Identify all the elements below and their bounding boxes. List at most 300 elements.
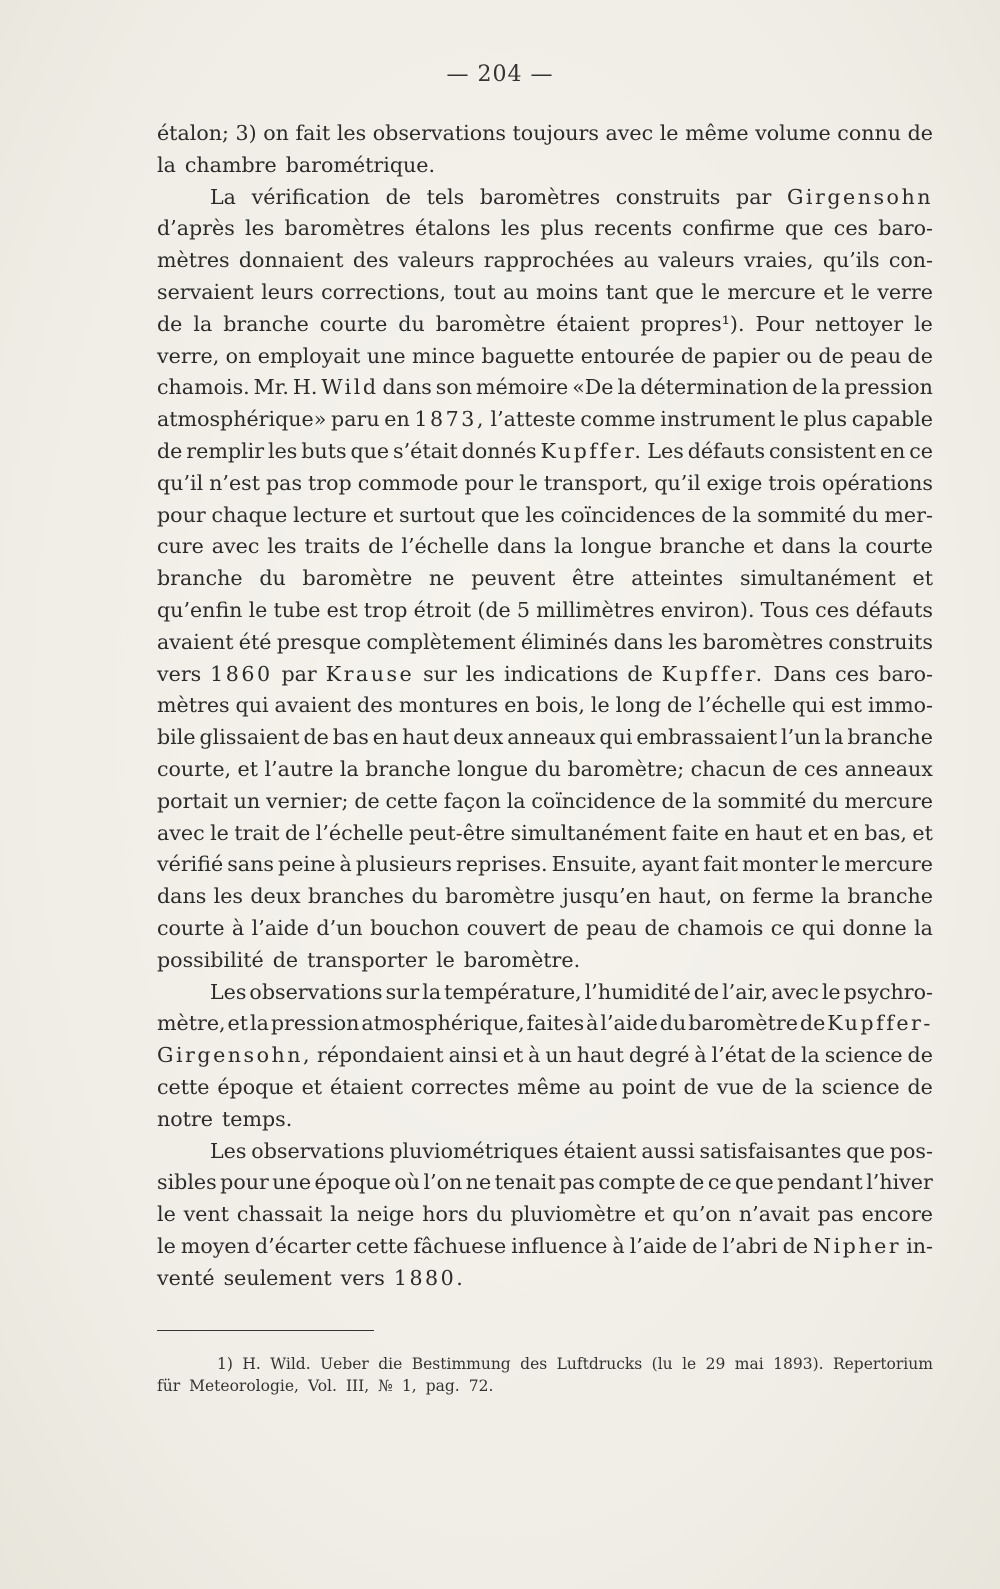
word: et — [644, 1202, 665, 1227]
word: de — [667, 693, 693, 718]
word: être — [572, 566, 615, 591]
word: courte — [865, 534, 933, 559]
word: peut-être — [408, 820, 506, 845]
word: chamois. — [157, 375, 250, 400]
word: Wild. — [270, 1355, 311, 1373]
text-line — [157, 1072, 933, 1104]
word: la — [732, 502, 752, 527]
word: baro- — [878, 661, 933, 686]
text-line — [157, 945, 933, 977]
word: l’un — [781, 725, 821, 750]
word: la — [794, 1074, 814, 1099]
word: vérifié — [157, 852, 224, 877]
word: baromètre — [445, 884, 555, 909]
word: baromètres — [284, 216, 405, 241]
word: ayant — [641, 852, 700, 877]
word: la — [617, 375, 637, 400]
word: de — [782, 1233, 808, 1258]
word: qui — [791, 693, 825, 718]
word: ferme — [752, 884, 814, 909]
word: n’est — [209, 470, 260, 495]
word: longue — [457, 756, 529, 781]
word: Ueber — [320, 1355, 369, 1373]
word: avec — [771, 979, 819, 1004]
word: ce — [707, 1170, 732, 1195]
word: temps. — [221, 1106, 293, 1131]
word: peuvent — [471, 566, 556, 591]
word: et — [227, 1011, 249, 1036]
word: les — [213, 884, 243, 909]
word: construits — [615, 184, 721, 209]
word: à — [612, 1233, 625, 1258]
word: est — [326, 597, 358, 622]
word: et — [502, 1043, 524, 1068]
word: degré — [628, 1043, 690, 1068]
word: consistent — [769, 438, 876, 463]
word: des — [357, 693, 393, 718]
text-line — [157, 150, 933, 182]
word: coïncidence — [531, 788, 656, 813]
word: bois, — [535, 693, 585, 718]
word: observations — [251, 1138, 385, 1163]
word: n’avait — [738, 1202, 810, 1227]
word: et — [372, 502, 394, 527]
word: satisfaisantes — [699, 1138, 842, 1163]
word: jusqu’en — [562, 884, 652, 909]
word: des — [352, 248, 389, 273]
word: les — [668, 629, 698, 654]
word: possibilité — [157, 947, 264, 972]
word: 1860 — [210, 661, 273, 686]
text-line — [157, 977, 933, 1009]
word: l’atteste — [490, 407, 576, 432]
text-line — [157, 468, 933, 500]
word: die — [378, 1355, 403, 1373]
word: plus — [803, 407, 848, 432]
word: et — [237, 756, 258, 781]
word: le — [821, 979, 841, 1004]
word: coïncidences — [560, 502, 696, 527]
word: de — [157, 311, 183, 336]
word: pour — [464, 470, 514, 495]
word: que — [846, 1138, 885, 1163]
word: de — [907, 1074, 933, 1099]
word: Girgensohn, — [157, 1043, 313, 1068]
word: la — [838, 534, 858, 559]
word: les — [336, 121, 367, 145]
word: volume — [755, 121, 831, 145]
word: für — [157, 1377, 181, 1395]
word: la — [249, 1011, 269, 1036]
word: la — [339, 756, 359, 781]
word: pour — [157, 502, 206, 527]
word: le — [701, 279, 721, 304]
text-line — [157, 1008, 933, 1040]
word: branche — [659, 534, 746, 559]
word: étaient — [563, 1138, 637, 1163]
word: de — [683, 1074, 709, 1099]
word: avec — [211, 534, 260, 559]
word: branche — [223, 311, 309, 336]
word: presque — [276, 629, 362, 654]
word: bile — [157, 725, 196, 750]
word: Bestimmung — [411, 1355, 511, 1373]
word: moyen — [180, 1233, 250, 1258]
word: cette — [385, 788, 438, 813]
word: H. — [242, 1355, 261, 1373]
word: entourée — [580, 343, 675, 368]
word: pas — [817, 1202, 854, 1227]
word: avec — [605, 121, 654, 145]
word: l’échelle — [315, 820, 404, 845]
word: dans — [157, 884, 207, 909]
word: la — [330, 1202, 350, 1227]
word: ou — [786, 343, 812, 368]
word: complètement — [366, 629, 516, 654]
word: à — [528, 1043, 541, 1068]
word: Les — [210, 1138, 247, 1163]
word: l’humidité — [584, 979, 691, 1004]
text-line — [157, 182, 933, 214]
word: la — [821, 375, 841, 400]
word: trait — [234, 820, 280, 845]
word: de — [799, 1011, 826, 1036]
word: d’après — [157, 216, 235, 241]
word: sibles — [157, 1170, 217, 1195]
text-line — [157, 627, 933, 659]
word: in- — [906, 1233, 933, 1258]
word: leurs — [261, 279, 314, 304]
word: tenait — [494, 1170, 556, 1195]
word: № — [378, 1377, 393, 1395]
word: transporter — [307, 947, 428, 972]
word: trop — [363, 597, 408, 622]
word: bouchon — [370, 915, 460, 940]
word: papier — [712, 343, 780, 368]
word: dans — [781, 534, 831, 559]
word: étalons — [415, 216, 491, 241]
word: mer- — [884, 502, 933, 527]
text-line — [157, 1199, 933, 1231]
word: vraies, — [743, 248, 814, 273]
word: le — [659, 121, 679, 145]
word: d’écarter — [254, 1233, 351, 1258]
word: en — [879, 438, 906, 463]
word: Nipher — [813, 1233, 902, 1258]
word: haut — [576, 1043, 624, 1068]
word: de — [627, 661, 653, 686]
word: où — [394, 1170, 420, 1195]
word: branche — [157, 566, 243, 591]
word: vers — [340, 1265, 385, 1290]
word: Kupffer- — [827, 1011, 933, 1036]
word: de — [770, 1043, 797, 1068]
word: Meteorologie, — [189, 1377, 299, 1395]
word: encore — [861, 1202, 933, 1227]
word: buts — [301, 438, 347, 463]
word: de — [303, 725, 329, 750]
word: mai — [734, 1355, 764, 1373]
word: du — [259, 566, 286, 591]
word: Mr. — [253, 375, 289, 400]
word: dans — [382, 375, 432, 400]
word: on — [225, 343, 252, 368]
text-line — [157, 341, 933, 373]
word: donne — [842, 915, 907, 940]
word: dans — [496, 534, 547, 559]
word: Tous — [760, 597, 810, 622]
text-line — [157, 595, 933, 627]
word: propres¹). — [640, 311, 745, 336]
word: de — [792, 375, 818, 400]
word: Les — [210, 979, 247, 1004]
word: vue — [716, 1074, 754, 1099]
word: science — [821, 1074, 900, 1099]
word: 1893). — [773, 1355, 824, 1373]
text-line — [157, 500, 933, 532]
word: chaque — [211, 502, 288, 527]
word: baromètres — [479, 184, 601, 209]
word: cure — [157, 534, 204, 559]
word: on — [263, 121, 289, 145]
word: paru — [331, 407, 380, 432]
word: une — [366, 343, 406, 368]
word: Wild — [321, 375, 379, 400]
word: 5 — [516, 597, 530, 622]
word: donnaient — [238, 248, 344, 273]
word: un — [545, 1043, 572, 1068]
word: chambre — [184, 152, 277, 177]
word: époque — [314, 1170, 391, 1195]
word: branche — [847, 884, 933, 909]
word: des — [520, 1355, 548, 1373]
word: toujours — [512, 121, 599, 145]
word: instrument — [660, 407, 776, 432]
word: III, — [345, 1377, 370, 1395]
word: d’un — [316, 915, 363, 940]
word: qui — [235, 693, 269, 718]
word: pendant — [777, 1170, 863, 1195]
word: (lu — [651, 1355, 673, 1373]
word: l’hiver — [866, 1170, 933, 1195]
word: con- — [888, 248, 933, 273]
word: vérification — [251, 184, 370, 209]
word: la — [824, 725, 844, 750]
word: les — [245, 216, 275, 241]
word: de — [907, 121, 933, 145]
footnote-line — [157, 1375, 933, 1397]
word: chacun — [690, 756, 766, 781]
word: que — [350, 438, 390, 463]
word: haut — [755, 820, 803, 845]
word: faites — [526, 1011, 585, 1036]
word: Kupffer. — [661, 661, 765, 686]
word: la — [800, 1043, 820, 1068]
word: de — [907, 343, 933, 368]
word: un — [233, 788, 261, 813]
text-line — [157, 1040, 933, 1072]
word: mercure — [844, 788, 933, 813]
word: bas — [332, 725, 369, 750]
word: mince — [412, 343, 476, 368]
word: haut — [402, 725, 450, 750]
word: façon — [443, 788, 501, 813]
word: son — [435, 375, 472, 400]
word: mètre, — [157, 1011, 226, 1036]
word: montures — [398, 693, 499, 718]
word: ce — [909, 438, 933, 463]
word: Pour — [755, 311, 805, 336]
word: servaient — [157, 279, 254, 304]
word: par — [281, 661, 317, 686]
word: étaient — [556, 311, 630, 336]
word: et — [912, 566, 933, 591]
word: à — [339, 852, 352, 877]
text-line — [157, 531, 933, 563]
word: de — [772, 756, 798, 781]
word: H. — [292, 375, 318, 400]
word: en — [504, 693, 530, 718]
word: qu’il — [654, 470, 701, 495]
word: lecture — [293, 502, 367, 527]
word: sur — [423, 661, 457, 686]
word: chamois — [677, 915, 764, 940]
word: la — [554, 534, 574, 559]
text-line — [157, 659, 933, 691]
word: exige — [706, 470, 763, 495]
word: l’échelle — [698, 693, 786, 718]
word: du — [411, 884, 438, 909]
word: 1, — [401, 1377, 417, 1395]
word: ce — [770, 915, 795, 940]
word: et — [807, 820, 829, 845]
word: qu’enfin — [157, 597, 243, 622]
word: le — [248, 597, 268, 622]
word: hors — [422, 1202, 469, 1227]
text-line — [157, 436, 933, 468]
word: correctes — [410, 1074, 510, 1099]
word: en — [384, 407, 410, 432]
word: le — [210, 820, 229, 845]
text-line — [157, 690, 933, 722]
word: la — [914, 915, 933, 940]
word: de — [272, 947, 299, 972]
word: atmosphérique» — [157, 407, 327, 432]
word: tout — [453, 279, 496, 304]
word: point — [621, 1074, 676, 1099]
word: que — [655, 279, 694, 304]
word: à — [694, 1043, 707, 1068]
word: du — [398, 311, 425, 336]
word: à — [586, 1011, 599, 1036]
word: la — [422, 979, 442, 1004]
word: Girgensohn — [786, 184, 933, 209]
text-line — [157, 849, 933, 881]
word: la — [157, 152, 176, 177]
word: pluviométriques — [389, 1138, 559, 1163]
word: sommité — [717, 788, 807, 813]
word: par — [736, 184, 772, 209]
word: de — [368, 534, 394, 559]
word: Kupffer. — [540, 438, 644, 463]
word: le — [436, 947, 455, 972]
word: pas — [265, 470, 303, 495]
word: au — [503, 279, 529, 304]
word: l’air, — [722, 979, 769, 1004]
word: valeurs — [398, 248, 475, 273]
word: faite — [671, 820, 719, 845]
word: le — [821, 852, 841, 877]
word: pour — [220, 1170, 269, 1195]
word: baguette — [481, 343, 575, 368]
body-text — [157, 118, 933, 1294]
word: baromètre — [302, 566, 413, 591]
word: dans — [613, 629, 663, 654]
word: la — [193, 311, 213, 336]
word: de — [680, 343, 707, 368]
word: notre — [157, 1106, 213, 1131]
word: la — [692, 788, 712, 813]
word: fait — [703, 852, 739, 877]
word: baromètres — [702, 629, 824, 654]
word: qu’ils — [822, 248, 880, 273]
word: du — [852, 502, 879, 527]
word: l’autre — [264, 756, 334, 781]
word: mètres — [157, 248, 230, 273]
word: le — [519, 470, 538, 495]
word: observations — [372, 121, 506, 145]
word: étroit — [413, 597, 472, 622]
text-line — [157, 277, 933, 309]
word: de — [818, 343, 844, 368]
word: de — [354, 788, 380, 813]
word: aussi — [641, 1138, 695, 1163]
word: le — [157, 1233, 176, 1258]
text-line — [157, 372, 933, 404]
word: glissaient — [199, 725, 300, 750]
word: pas — [558, 1170, 595, 1195]
word: le — [682, 1355, 697, 1373]
word: connu — [837, 121, 902, 145]
word: les — [267, 534, 297, 559]
word: tube — [273, 597, 321, 622]
word: fâchuese — [413, 1233, 507, 1258]
text-line — [157, 118, 933, 150]
word: traits — [304, 534, 361, 559]
word: chassait — [236, 1202, 323, 1227]
word: 1873, — [414, 407, 486, 432]
word: les — [465, 661, 496, 686]
word: qu’il — [157, 470, 204, 495]
word: de — [284, 820, 311, 845]
word: en — [833, 820, 859, 845]
text-line — [157, 786, 933, 818]
footnote-separator — [157, 1330, 374, 1331]
word: bas, — [864, 820, 907, 845]
word: ne — [429, 566, 455, 591]
text-line — [157, 818, 933, 850]
word: plusieurs — [355, 852, 452, 877]
word: recents — [594, 216, 673, 241]
word: avaient — [274, 693, 352, 718]
word: plus — [540, 216, 584, 241]
word: anneaux — [844, 756, 933, 781]
word: le — [590, 693, 610, 718]
word: au — [623, 248, 649, 273]
word: en — [724, 820, 750, 845]
word: (de — [477, 597, 511, 622]
word: immo- — [867, 693, 933, 718]
